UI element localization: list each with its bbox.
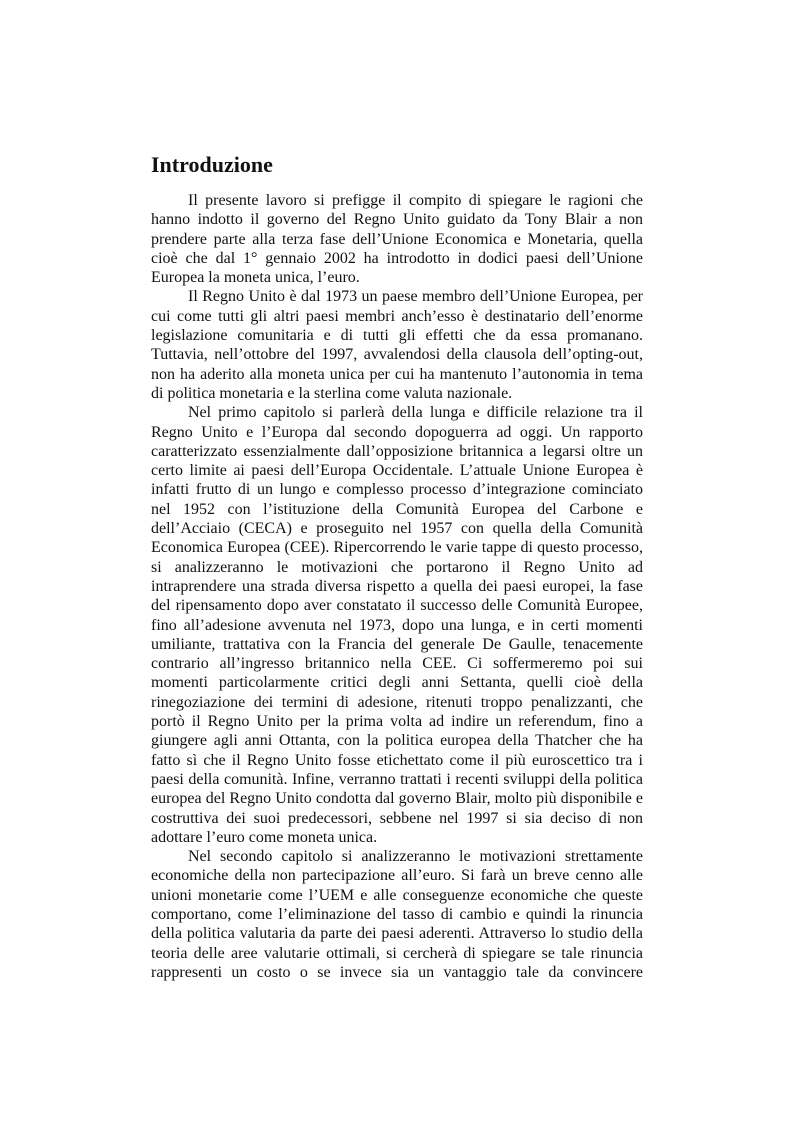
paragraph-intro: Il presente lavoro si prefigge il compito di spiegare le ragioni che hanno indotto il governo del Regno Unito guidato da Tony Blair a non prendere parte alla terza fase dell’Unione Economica e Monetaria, quella cioè che dal 1° gennaio 2002 ha introdotto in dodici paesi dell’Unione Europea la moneta unica, l’euro. [151,192,643,287]
paragraph-chapter-two: Nel secondo capitolo si analizzeranno le motivazioni strettamente economiche della non partecipazione all’euro. Si farà un breve cenno alle unioni monetarie come l’UEM e alle conseguenze economiche che queste comportano, come l’eliminazione del tasso di cambio e quindi la rinuncia della politica valutaria da parte dei paesi aderenti. Attraverso lo studio della teoria delle aree valutarie ottimali, si cercherà di spiegare se tale rinuncia rappresenti un costo o se invece sia un vantaggio tale da convincere [151,848,643,981]
page-title: Introduzione [151,152,273,177]
paragraph-membership: Il Regno Unito è dal 1973 un paese membro dell’Unione Europea, per cui come tutti gli altri paesi membri anch’esso è destinatario dell’enorme legislazione comunitaria e di tutti gli effetti che da essa promanano. Tuttavia, nell’ottobre del 1997, avvalendosi della clausola dell’opting-out, non ha aderito alla moneta unica per cui ha mantenuto l’autonomia in tema di politica monetaria e la sterlina come valuta nazionale. [151,288,643,402]
paragraph-chapter-one: Nel primo capitolo si parlerà della lunga e difficile relazione tra il Regno Unito e l’Europa dal secondo dopoguerra ad oggi. Un rapporto caratterizzato essenzialmente dall’opposizione britannica a legarsi oltre un certo limite ai paesi dell’Europa Occidentale. L’attuale Unione Europea è infatti frutto di un lungo e complesso processo d’integrazione cominciato nel 1952 con l’istituzione della Comunità Europea del Carbone e dell’Acciaio (CECA) e proseguito nel 1957 con quella della Comunità Economica Europea (CEE). Ripercorrendo le varie tappe di questo processo, si analizzeranno le motivazioni che portarono il Regno Unito ad intraprendere una strada diversa rispetto a quella dei paesi europei, la fase del ripensamento dopo aver constatato il successo delle Comunità Europee, fino all’adesione avvenuta nel 1973, dopo una lunga, e in certi momenti umiliante, trattativa con la Francia del generale De Gaulle, tenacemente contrario all’ingresso britannico nella CEE. Ci soffermeremo poi sui momenti particolarmente critici degli anni Settanta, quelli cioè della rinegoziazione dei termini di adesione, ritenuti troppo penalizzanti, che portò il Regno Unito per la prima volta ad indire un referendum, fino a giungere agli anni Ottanta, con la politica europea della Thatcher che ha fatto sì che il Regno Unito fosse etichettato come il più euroscettico tra i paesi della comunità. Infine, verranno trattati i recenti sviluppi della politica europea del Regno Unito condotta dal governo Blair, molto più disponibile e costruttiva dei suoi predecessori, sebbene nel 1997 si sia deciso di non adottare l’euro come moneta unica. [151,404,643,846]
body-text [151,191,643,982]
